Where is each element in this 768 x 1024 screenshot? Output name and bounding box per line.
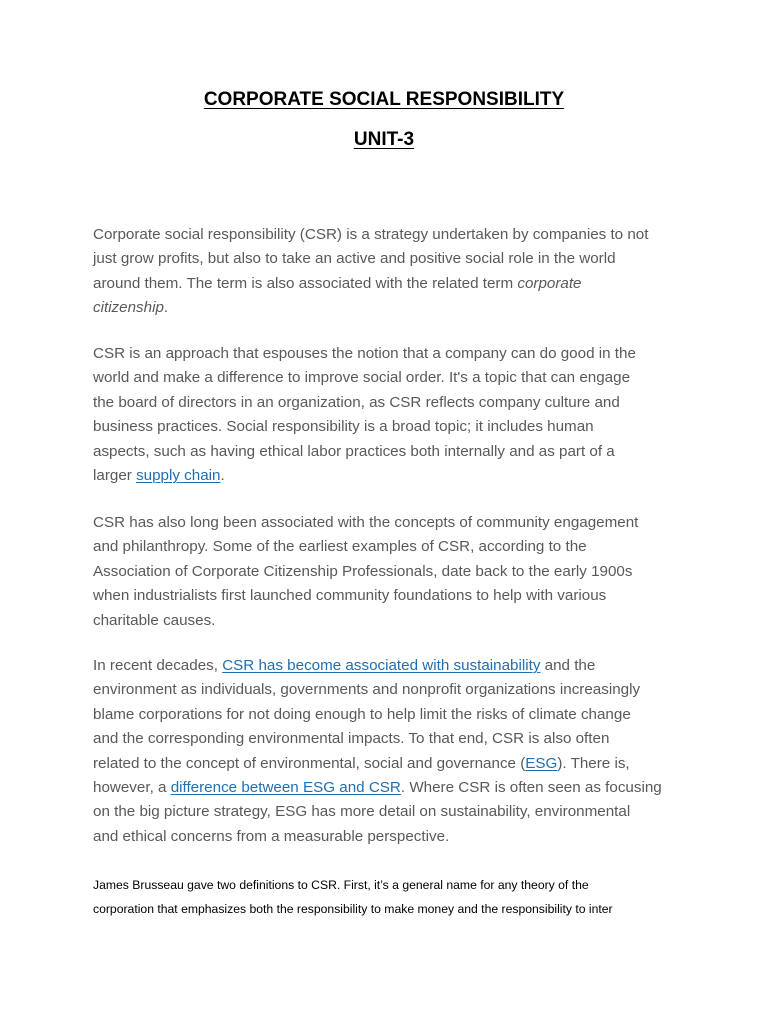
paragraph-csr-history — [93, 511, 678, 633]
text-line: aspects, such as having ethical labor practices both internally and as part of a — [93, 442, 615, 460]
text-line: CSR has also long been associated with the concepts of community engagement — [93, 514, 639, 531]
unit-heading — [0, 128, 768, 152]
text-segment: and the — [540, 657, 596, 674]
document-title — [0, 88, 768, 112]
text-line: blame corporations for not doing enough to help limit the risks of climate change — [93, 705, 631, 723]
text-line: James Brusseau gave two definitions to CSR. First, it’s a general name for any theory of the — [93, 878, 589, 892]
text-line — [93, 654, 678, 678]
text-line: just grow profits, but also to take an active and positive social role in the world — [93, 250, 616, 268]
document-title-text: CORPORATE SOCIAL RESPONSIBILITY — [203, 89, 565, 110]
text-line: and the corresponding environmental impacts. To that end, CSR is also often — [93, 730, 610, 748]
text-segment: . — [163, 299, 169, 317]
text-line: the board of directors in an organization, as CSR reflects company culture and — [93, 393, 620, 411]
text-line — [93, 776, 678, 800]
text-line: corporation that emphasizes both the responsibility to make money and the responsibility to inter — [93, 902, 613, 916]
text-line: and philanthropy. Some of the earliest examples of CSR, according to the — [93, 538, 587, 556]
text-segment: however, a — [93, 779, 171, 797]
paragraph-csr-sustainability — [93, 654, 678, 849]
text-line — [93, 464, 678, 488]
text-line: on the big picture strategy, ESG has more detail on sustainability, environmental — [93, 803, 631, 821]
text-line: when industrialists first launched community foundations to help with various — [93, 587, 607, 605]
text-line: world and make a difference to improve social order. It's a topic that can engage — [93, 369, 631, 387]
unit-heading-text: UNIT-3 — [353, 129, 415, 150]
esg-vs-csr-link[interactable]: difference between ESG and CSR — [170, 779, 401, 797]
supply-chain-link[interactable]: supply chain — [136, 467, 221, 485]
text-line: CSR is an approach that espouses the notion that a company can do good in the — [93, 345, 636, 362]
text-line: business practices. Social responsibility is a broad topic; it includes human — [93, 418, 594, 436]
text-line: charitable causes. — [93, 611, 216, 629]
text-segment: around them. The term is also associated with the related term — [93, 274, 518, 292]
paragraph-csr-approach — [93, 342, 678, 488]
text-line: and ethical concerns from a measurable perspective. — [93, 827, 450, 845]
esg-link[interactable]: ESG — [525, 754, 558, 772]
text-segment: . Where CSR is often seen as focusing — [400, 779, 662, 797]
paragraph-brusseau-definitions — [93, 873, 678, 921]
text-segment: In recent decades, — [93, 657, 223, 674]
text-line: Corporate social responsibility (CSR) is a strategy undertaken by companies to not — [93, 226, 649, 243]
text-segment: . — [220, 467, 225, 485]
text-segment: larger — [93, 467, 137, 485]
text-line: Association of Corporate Citizenship Professionals, date back to the early 1900s — [93, 562, 633, 580]
italic-term: citizenship — [93, 299, 164, 317]
italic-term: corporate — [517, 274, 582, 292]
text-segment: related to the concept of environmental, social and governance ( — [93, 754, 526, 772]
text-line — [93, 272, 678, 296]
csr-sustainability-link[interactable]: CSR has become associated with sustainability — [222, 657, 541, 674]
text-line — [93, 752, 678, 776]
text-line: environment as individuals, governments and nonprofit organizations increasingly — [93, 681, 641, 699]
text-segment: ). There is, — [557, 754, 630, 772]
text-line — [93, 296, 678, 320]
paragraph-csr-definition — [93, 223, 678, 321]
